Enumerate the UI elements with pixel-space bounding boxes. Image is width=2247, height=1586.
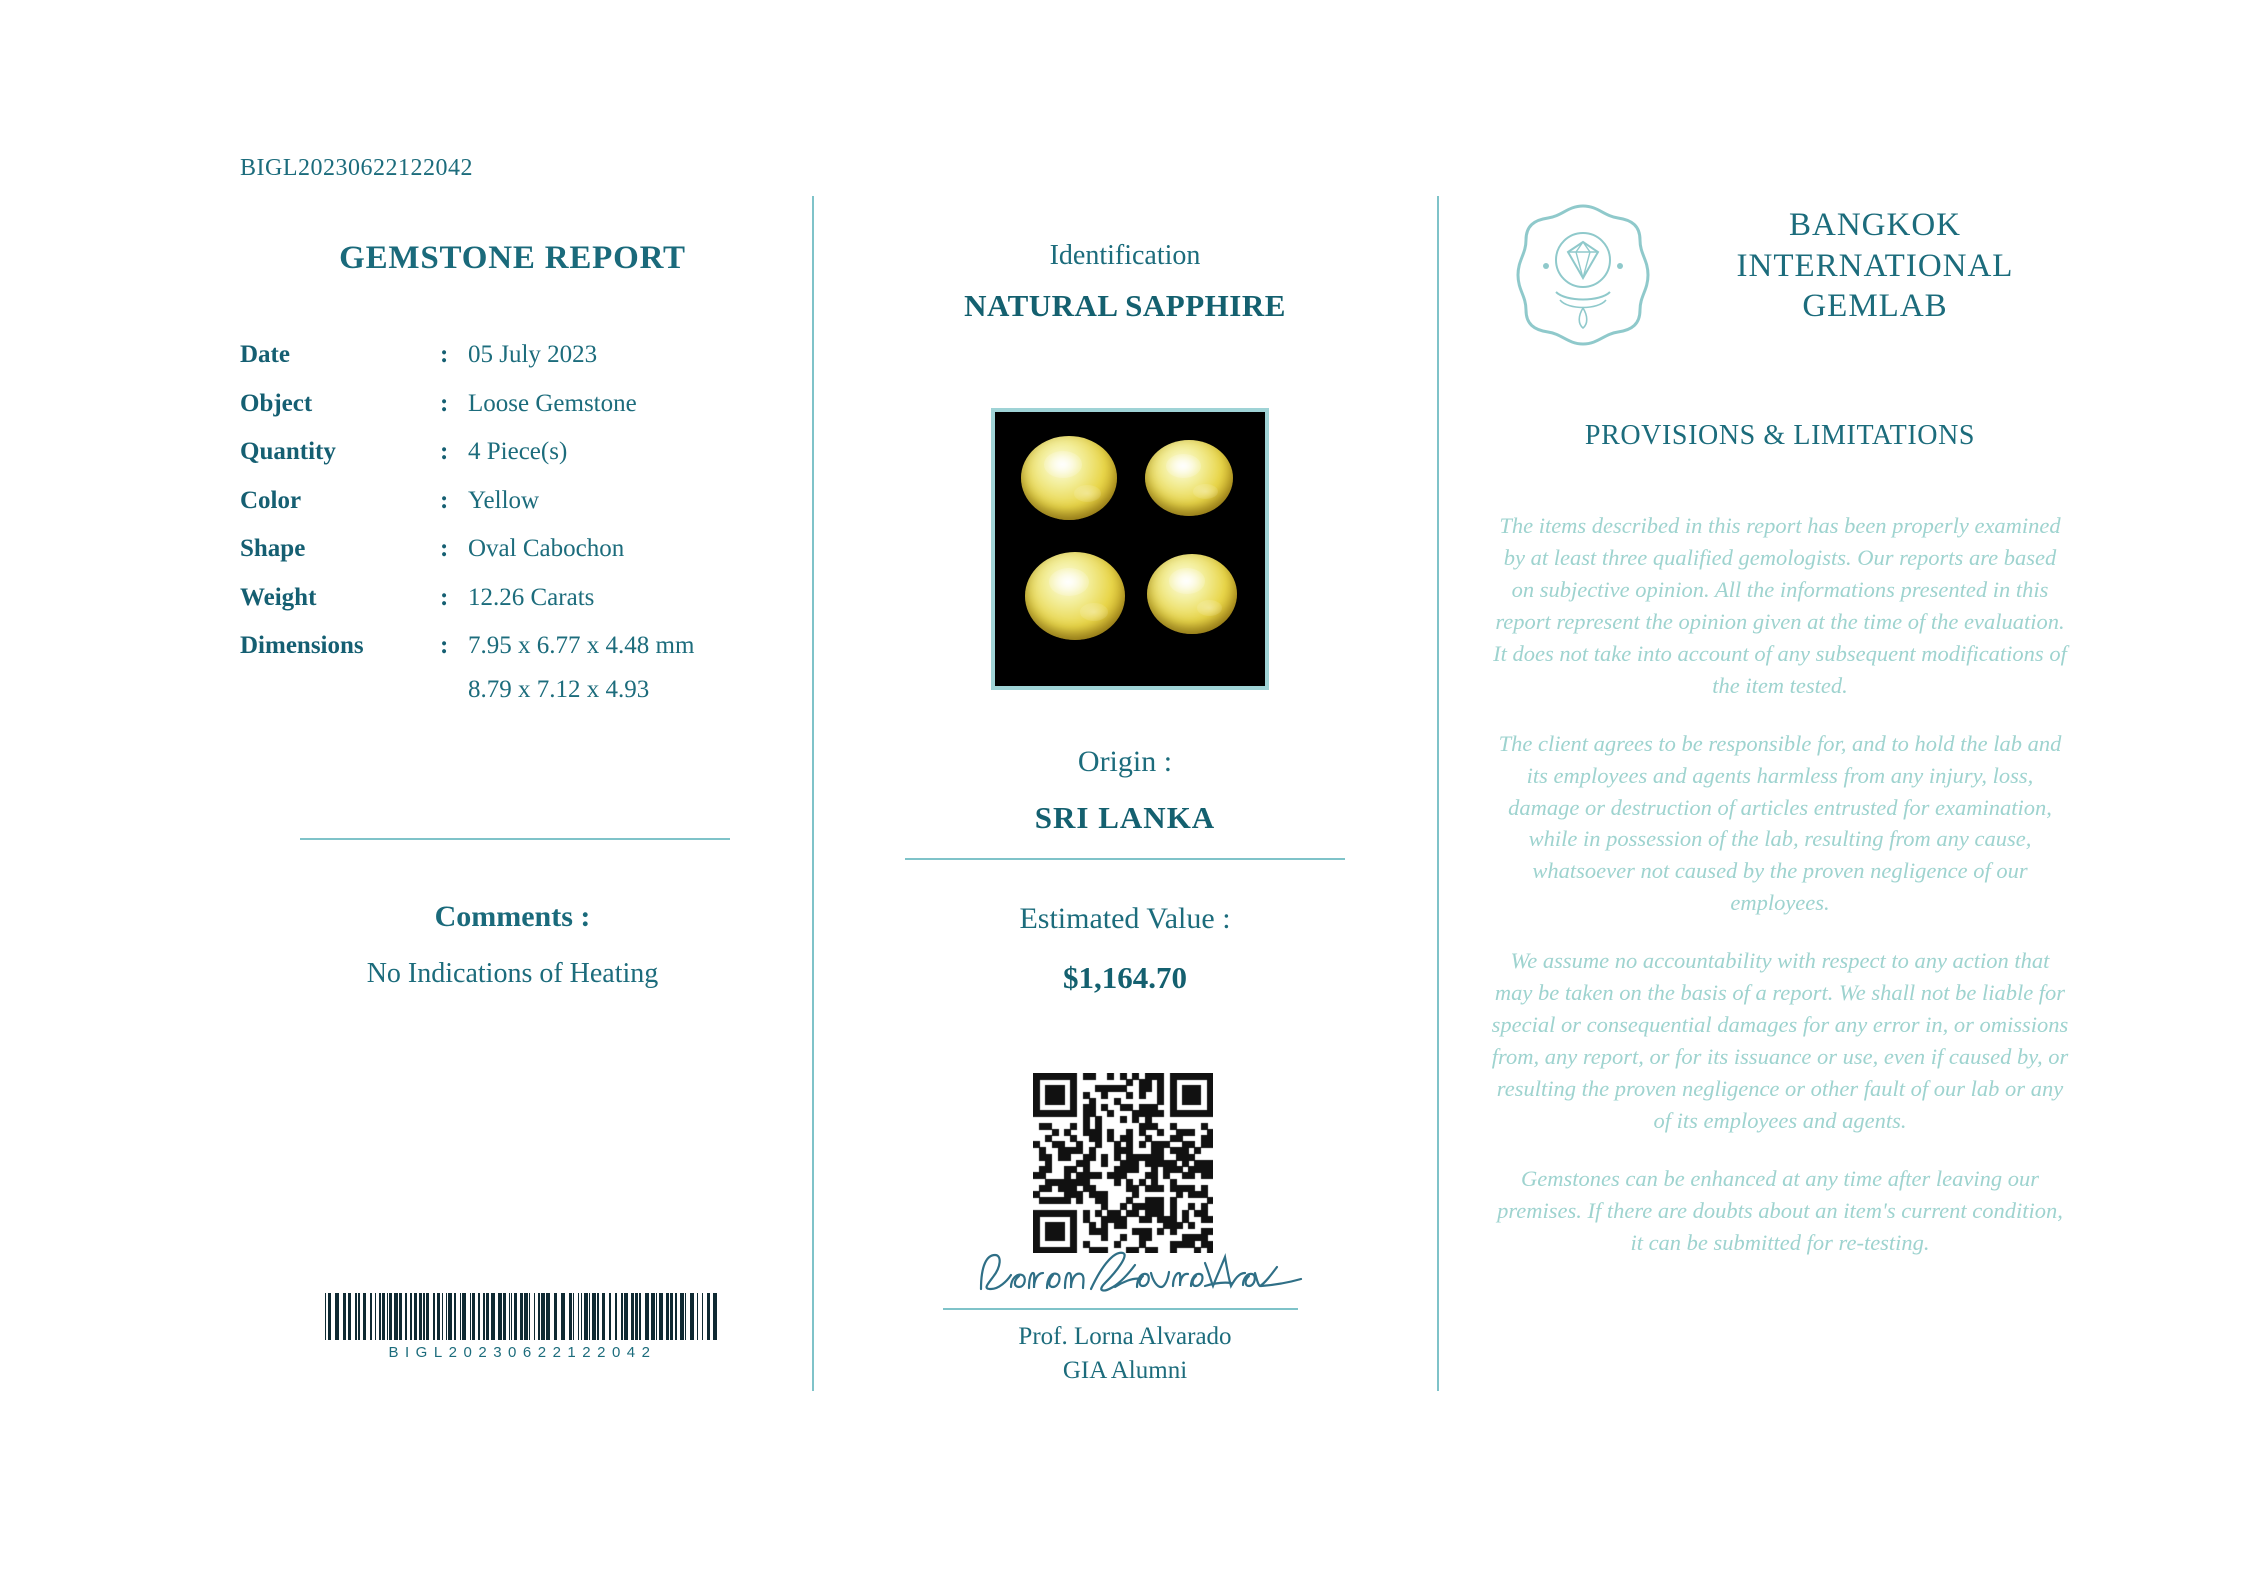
table-row: [240, 390, 785, 439]
spec-colon: :: [440, 632, 449, 659]
middle-column: [900, 240, 1350, 324]
barcode-bars: [325, 1293, 720, 1340]
signature-rule: [943, 1308, 1298, 1310]
page-title: GEMSTONE REPORT: [339, 240, 686, 276]
estimated-value-amount: $1,164.70: [1063, 960, 1187, 995]
spec-colon: :: [440, 341, 449, 368]
table-row: [240, 584, 785, 633]
gemstone-photo: [991, 408, 1269, 690]
provisions-title: PROVISIONS & LIMITATIONS: [1584, 420, 1976, 451]
comments-title: Comments :: [434, 900, 591, 933]
spec-label: Quantity: [240, 438, 336, 465]
table-row: [240, 632, 785, 724]
identification-value: NATURAL SAPPHIRE: [964, 288, 1286, 323]
spec-colon: :: [440, 389, 449, 417]
table-row: [240, 535, 785, 584]
spec-label: Object: [240, 389, 313, 417]
estimated-value-label: Estimated Value :: [1019, 902, 1231, 935]
provisions-paragraph: The items described in this report has been properly examined by at least three qualified gemologists. Our reports are based on subjective opinion. All the informations presented in this report represent the opinion given at the time of the evaluation. It does not take into account of any subsequent modifications of the item tested.: [1493, 513, 2067, 698]
dimension-line-2: 8.79 x 7.12 x 4.93: [468, 675, 650, 703]
spec-label: Dimensions: [240, 632, 364, 659]
spec-value: 12.26 Carats: [468, 583, 595, 611]
barcode: [325, 1293, 720, 1361]
spec-value: Loose Gemstone: [468, 389, 637, 417]
report-number: BIGL20230622122042: [240, 155, 473, 181]
lab-name-line-3: GEMLAB: [1802, 288, 1948, 325]
gem-3: [1025, 552, 1125, 640]
gem-4: [1147, 554, 1237, 634]
spec-colon: :: [440, 535, 449, 562]
column-divider-right: [1437, 196, 1439, 1391]
identification-label: Identification: [1049, 240, 1201, 271]
barcode-label: BIGL20230622122042: [388, 1344, 657, 1361]
provisions-paragraph: The client agrees to be responsible for, and to hold the lab and its employees and agents harmless from any injury, loss, damage or destruction of articles entrusted for examination, while in possession of the lab, resulting from any cause, whatsoever not caused by the proven negligence of our employees.: [1498, 730, 2062, 916]
provisions-paragraph: We assume no accountability with respect to any action that may be taken on the basis of a report. We shall not be liable for special or consequential damages for any error in, or omissions from, any report, or for its issuance or use, even if caused by, or resulting the proven negligence or other fault of our lab or any of its employees and agents.: [1491, 948, 2069, 1133]
spec-value: Oval Cabochon: [468, 535, 625, 562]
signature-image: [965, 1243, 1315, 1305]
left-divider-rule: [300, 838, 730, 840]
column-divider-left: [812, 196, 814, 1391]
spec-value: 05 July 2023: [468, 341, 598, 368]
spec-value-dimensions: [468, 632, 785, 724]
left-column: [240, 240, 785, 724]
table-row: [240, 341, 785, 390]
middle-divider-rule: [905, 858, 1345, 860]
provisions-body: [1490, 510, 2070, 1259]
spec-colon: :: [440, 438, 449, 465]
spec-label: Shape: [240, 535, 306, 562]
table-row: [240, 438, 785, 487]
signer-credential: GIA Alumni: [1062, 1357, 1188, 1384]
spec-label: Weight: [240, 583, 317, 611]
gem-1: [1021, 436, 1117, 520]
provisions-paragraph: Gemstones can be enhanced at any time after leaving our premises. If there are doubts about an item's current condition, it can be submitted for re-testing.: [1497, 1165, 2063, 1255]
spec-label: Date: [240, 341, 290, 368]
table-row: [240, 487, 785, 536]
gem-2: [1145, 440, 1233, 516]
lab-name-line-1: BANGKOK: [1789, 207, 1961, 243]
spec-value: Yellow: [468, 486, 540, 514]
spec-value: 4 Piece(s): [468, 438, 568, 465]
spec-colon: :: [440, 486, 449, 514]
qr-code[interactable]: [1033, 1073, 1213, 1253]
specifications-table: [240, 341, 785, 724]
spec-label: Color: [240, 486, 302, 514]
dimension-line-1: 7.95 x 6.77 x 4.48 mm: [468, 632, 695, 659]
lab-name-line-2: INTERNATIONAL: [1736, 247, 2014, 284]
comments-text: No Indications of Heating: [366, 958, 659, 989]
origin-label: Origin :: [1077, 745, 1173, 778]
lab-logo-icon: [1508, 200, 1658, 350]
origin-value: SRI LANKA: [1034, 800, 1216, 835]
signer-name: Prof. Lorna Alvarado: [1018, 1323, 1232, 1350]
spec-colon: :: [440, 583, 449, 611]
lab-name: [1680, 205, 2070, 327]
